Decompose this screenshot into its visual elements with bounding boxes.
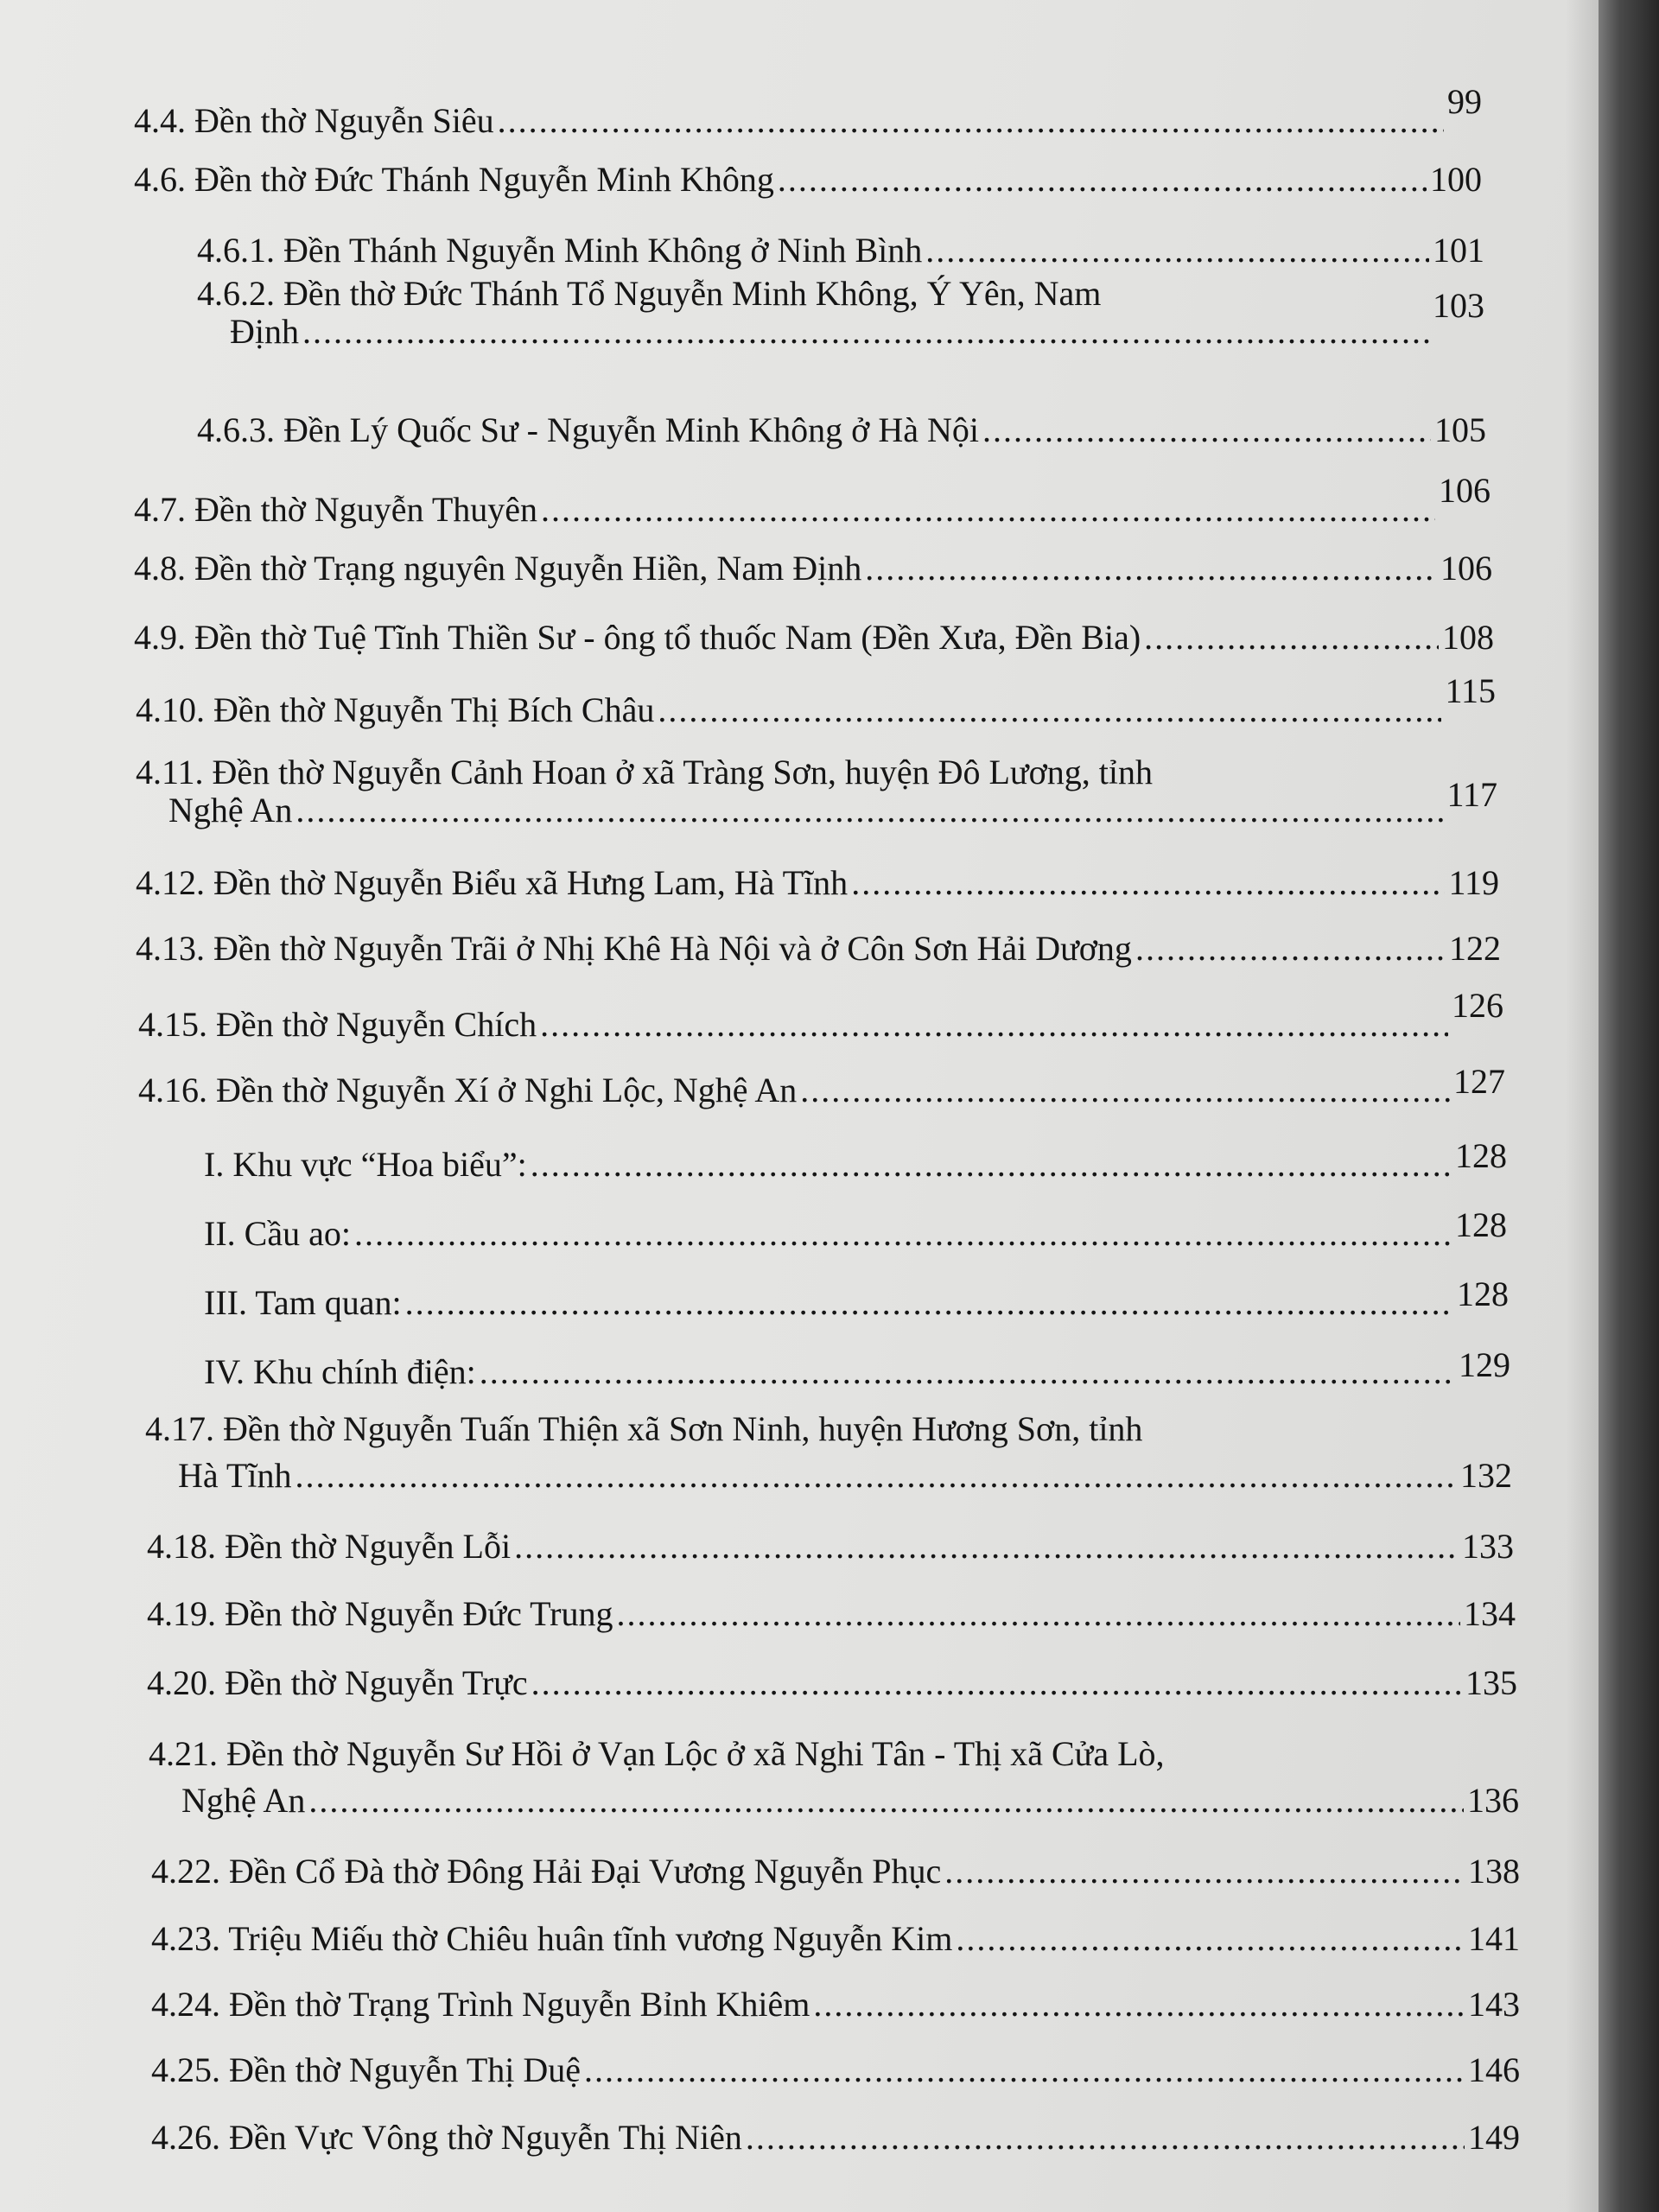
toc-entry-page: 129 xyxy=(1459,1345,1510,1384)
dot-leader xyxy=(851,864,1445,902)
dot-leader xyxy=(405,1284,1453,1322)
toc-entry-label: 4.21. Đền thờ Nguyễn Sư Hồi ở Vạn Lộc ở xã Nghi Tân - Thị xã Cửa Lò, xyxy=(149,1734,1165,1773)
toc-entry xyxy=(134,550,1492,588)
toc-entry-page: 132 xyxy=(1460,1456,1512,1495)
toc-entry xyxy=(136,864,1499,902)
toc-entry-page: 128 xyxy=(1457,1274,1509,1313)
toc-entry-label: 4.6.2. Đền thờ Đức Thánh Tổ Nguyễn Minh Không, Ý Yên, Nam xyxy=(197,274,1102,313)
dot-leader xyxy=(308,1782,1464,1820)
dot-leader xyxy=(617,1595,1461,1633)
toc-entry-label: IV. Khu chính điện: xyxy=(204,1352,476,1391)
toc-entry xyxy=(147,1528,1514,1566)
toc-entry-page: 127 xyxy=(1453,1062,1505,1101)
dot-leader xyxy=(514,1528,1459,1566)
toc-entry xyxy=(136,753,1497,830)
dot-leader xyxy=(1144,619,1439,657)
dot-leader xyxy=(778,161,1427,199)
toc-entry-page: 134 xyxy=(1464,1594,1516,1633)
toc-entry-page: 117 xyxy=(1446,775,1497,814)
toc-entry xyxy=(147,1664,1517,1702)
toc-entry xyxy=(134,471,1491,529)
toc-entry-label: 4.25. Đền thờ Nguyễn Thị Duệ xyxy=(151,2050,582,2089)
toc-entry xyxy=(204,1136,1507,1184)
toc-entry xyxy=(138,986,1503,1044)
toc-entry xyxy=(151,2051,1520,2089)
toc-entry-page: 136 xyxy=(1467,1781,1519,1820)
dot-leader xyxy=(925,232,1429,270)
toc-entry xyxy=(197,232,1484,270)
toc-entry-page: 105 xyxy=(1434,410,1486,449)
toc-entry-page: 149 xyxy=(1468,2118,1520,2157)
toc-entry-page: 146 xyxy=(1468,2050,1520,2089)
toc-entry-label: II. Cầu ao: xyxy=(204,1214,351,1253)
toc-entry xyxy=(197,275,1484,351)
toc-entry-label: 4.11. Đền thờ Nguyễn Cảnh Hoan ở xã Tràng Sơn, huyện Đô Lương, tỉnh xyxy=(136,753,1153,791)
toc-entry-label-cont: Nghệ An xyxy=(181,1781,306,1820)
toc-entry xyxy=(151,1853,1520,1891)
toc-entry-page: 101 xyxy=(1433,231,1484,270)
toc-entry-page: 128 xyxy=(1455,1136,1507,1175)
toc-entry-page: 108 xyxy=(1442,618,1494,657)
dot-leader xyxy=(658,691,1441,729)
toc-entry-label: 4.6.3. Đền Lý Quốc Sư - Nguyễn Minh Không ở Hà Nội xyxy=(197,410,979,449)
toc-entry-page: 143 xyxy=(1468,1985,1520,2024)
toc-entry xyxy=(197,411,1486,449)
toc-entry-label: 4.13. Đền thờ Nguyễn Trãi ở Nhị Khê Hà Nội và ở Côn Sơn Hải Dương xyxy=(136,929,1132,968)
toc-entry-page: 115 xyxy=(1445,671,1496,710)
toc-entry-page: 141 xyxy=(1468,1919,1520,1958)
toc-entry xyxy=(147,1595,1516,1633)
toc-entry-label: 4.17. Đền thờ Nguyễn Tuấn Thiện xã Sơn Ninh, huyện Hương Sơn, tỉnh xyxy=(145,1409,1143,1448)
dot-leader xyxy=(1135,930,1446,968)
toc-entry-label: I. Khu vực “Hoa biểu”: xyxy=(204,1145,527,1184)
toc-entry xyxy=(145,1410,1512,1495)
toc-entry-label: 4.20. Đền thờ Nguyễn Trực xyxy=(147,1663,528,1702)
dot-leader xyxy=(480,1353,1455,1391)
dot-leader xyxy=(865,550,1437,588)
toc-entry-label: 4.18. Đền thờ Nguyễn Lỗi xyxy=(147,1527,512,1566)
dot-leader xyxy=(531,1664,1462,1702)
page-shadow xyxy=(1566,0,1599,2212)
toc-entry xyxy=(149,1735,1519,1820)
toc-entry-label: 4.10. Đền thờ Nguyễn Thị Bích Châu xyxy=(136,690,655,729)
toc-entry xyxy=(136,671,1496,729)
toc-entry-label: 4.16. Đền thờ Nguyễn Xí ở Nghi Lộc, Nghệ An xyxy=(138,1071,798,1109)
toc-entry-label: 4.4. Đền thờ Nguyễn Siêu xyxy=(134,101,494,140)
toc-entry-page: 106 xyxy=(1440,549,1492,588)
dot-leader xyxy=(354,1215,1452,1253)
toc-entry-page: 103 xyxy=(1433,286,1484,325)
toc-entry xyxy=(134,619,1494,657)
toc-entry xyxy=(151,1986,1520,2024)
dot-leader xyxy=(541,491,1435,529)
toc-entry xyxy=(136,930,1501,968)
toc-entry-page: 100 xyxy=(1430,160,1482,199)
toc-entry xyxy=(151,2119,1520,2157)
toc-entry xyxy=(134,82,1482,140)
dot-leader xyxy=(746,2119,1465,2157)
dot-leader xyxy=(531,1146,1452,1184)
toc-entry-page: 99 xyxy=(1447,82,1482,121)
toc-entry-page: 126 xyxy=(1452,986,1503,1025)
toc-entry-label-cont: Định xyxy=(230,312,299,351)
toc-entry-label-cont: Hà Tĩnh xyxy=(178,1456,292,1495)
toc-entry-label: 4.9. Đền thờ Tuệ Tĩnh Thiền Sư - ông tổ thuốc Nam (Đền Xưa, Đền Bia) xyxy=(134,618,1141,657)
dot-leader xyxy=(800,1071,1450,1109)
toc-entry-label: 4.6. Đền thờ Đức Thánh Nguyễn Minh Không xyxy=(134,160,774,199)
toc-entry-label: 4.19. Đền thờ Nguyễn Đức Trung xyxy=(147,1594,613,1633)
toc-entry-label: 4.23. Triệu Miếu thờ Chiêu huân tĩnh vương Nguyễn Kim xyxy=(151,1919,953,1958)
toc-entry xyxy=(134,161,1482,199)
toc-entry-page: 122 xyxy=(1449,929,1501,968)
dot-leader xyxy=(813,1986,1465,2024)
toc-entry-label-cont: Nghệ An xyxy=(168,791,293,830)
toc-entry-label: 4.15. Đền thờ Nguyễn Chích xyxy=(138,1005,537,1044)
dot-leader xyxy=(540,1006,1448,1044)
book-spine xyxy=(1599,0,1659,2212)
toc-entry-page: 128 xyxy=(1455,1205,1507,1244)
toc-entry-label: 4.8. Đền thờ Trạng nguyên Nguyễn Hiền, Nam Định xyxy=(134,549,862,588)
toc-entry xyxy=(204,1345,1510,1391)
toc-entry-page: 119 xyxy=(1448,863,1499,902)
dot-leader xyxy=(944,1853,1465,1891)
toc-entry-label: 4.7. Đền thờ Nguyễn Thuyên xyxy=(134,490,538,529)
dot-leader xyxy=(302,313,1429,351)
toc-entry-page: 138 xyxy=(1468,1852,1520,1891)
toc-entry xyxy=(204,1205,1507,1253)
toc-entry-label: 4.12. Đền thờ Nguyễn Biểu xã Hưng Lam, Hà Tĩnh xyxy=(136,863,849,902)
toc-entry-label: III. Tam quan: xyxy=(204,1283,402,1322)
toc-entry xyxy=(151,1920,1520,1958)
toc-entry-label: 4.24. Đền thờ Trạng Trình Nguyễn Bỉnh Khiêm xyxy=(151,1985,810,2024)
toc-entry xyxy=(138,1062,1505,1109)
toc-entry-continuation xyxy=(178,1457,1512,1495)
toc-entry-continuation xyxy=(168,775,1497,830)
toc-entry-page: 133 xyxy=(1462,1527,1514,1566)
toc-entry-continuation xyxy=(181,1782,1519,1820)
toc-entry-page: 135 xyxy=(1465,1663,1517,1702)
toc-entry-page: 106 xyxy=(1439,471,1491,510)
toc-entry-label: 4.6.1. Đền Thánh Nguyễn Minh Không ở Ninh Bình xyxy=(197,231,923,270)
toc-entry xyxy=(204,1274,1509,1322)
toc-entry-label: 4.26. Đền Vực Vông thờ Nguyễn Thị Niên xyxy=(151,2118,742,2157)
dot-leader xyxy=(296,791,1443,830)
dot-leader xyxy=(584,2051,1465,2089)
dot-leader xyxy=(295,1457,1457,1495)
dot-leader xyxy=(498,102,1444,140)
dot-leader xyxy=(956,1920,1465,1958)
dot-leader xyxy=(982,411,1431,449)
toc-entry-label: 4.22. Đền Cổ Đà thờ Đông Hải Đại Vương Nguyễn Phục xyxy=(151,1852,942,1891)
